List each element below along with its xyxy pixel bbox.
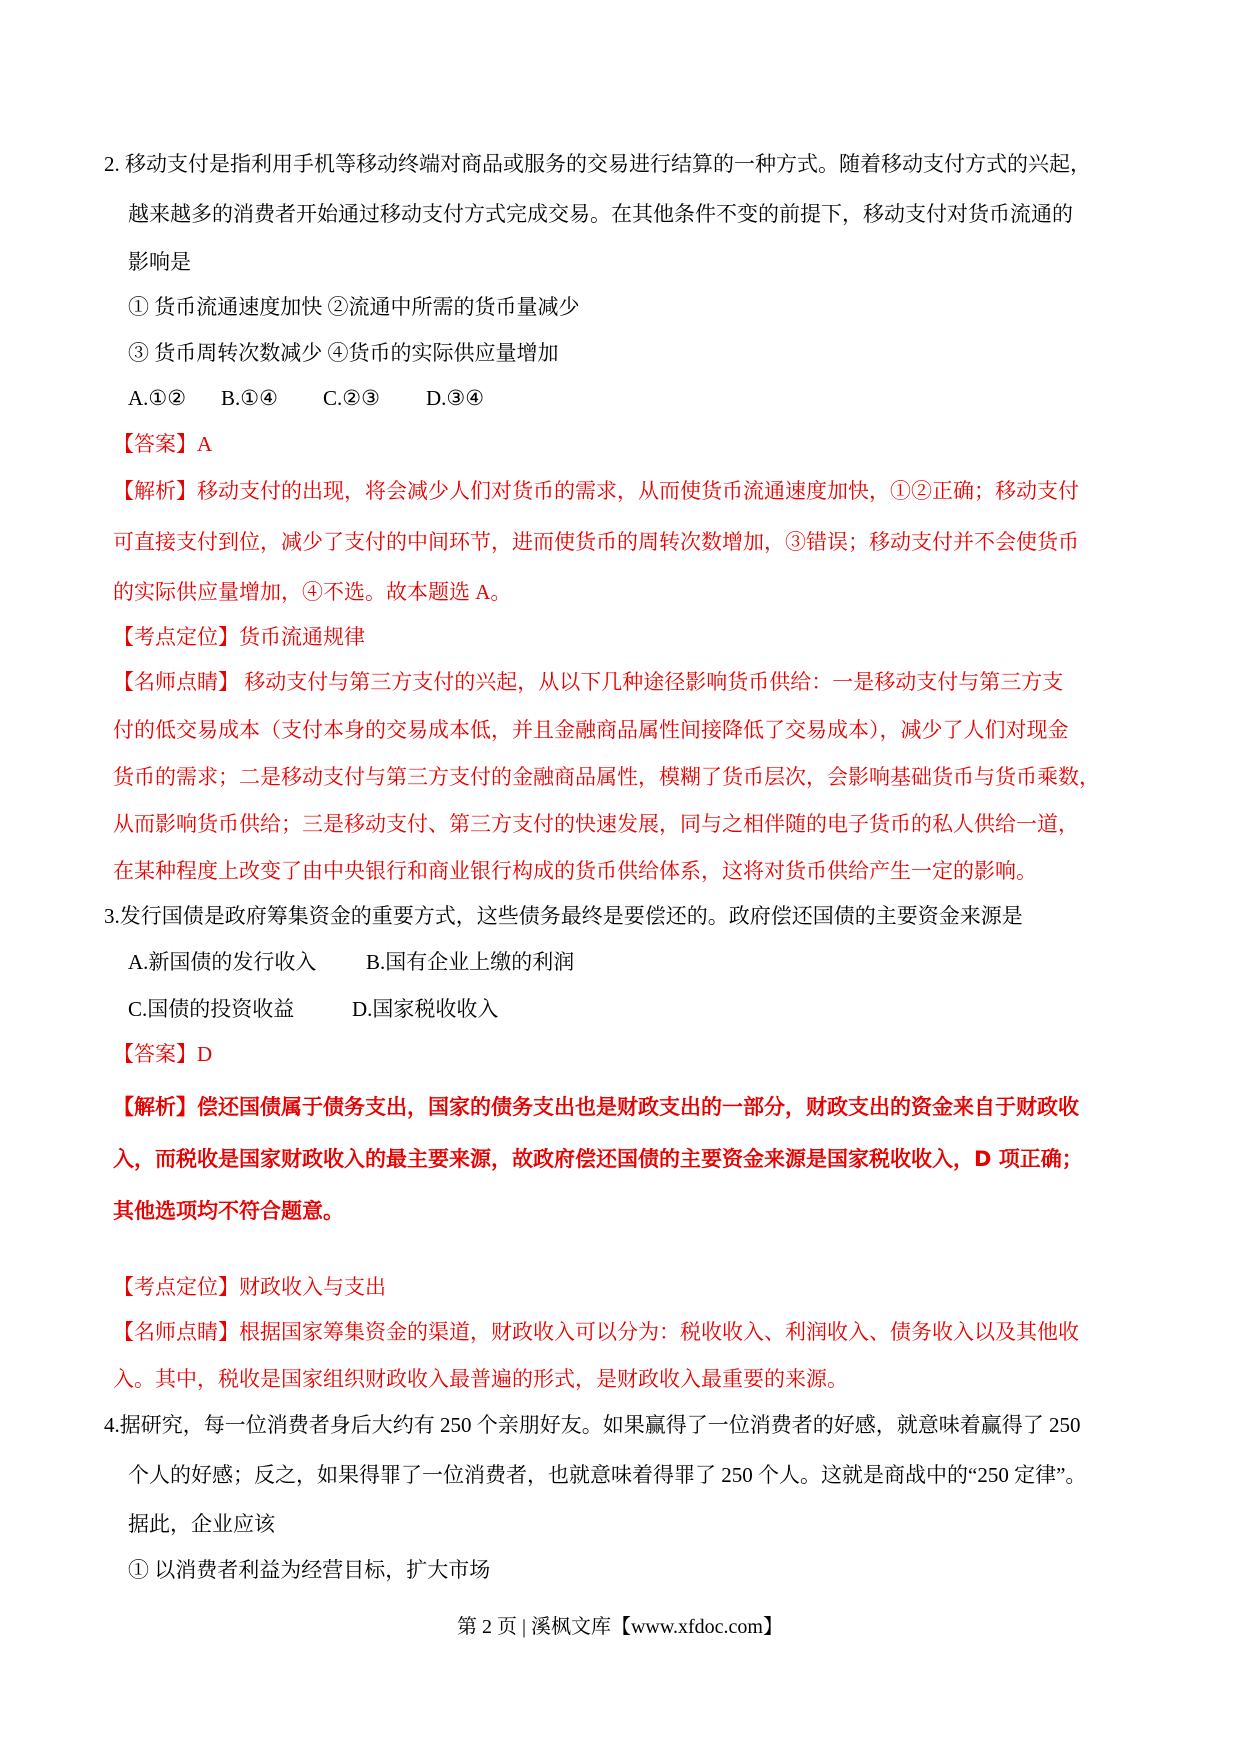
q2-tips-line-2: 付的低交易成本（支付本身的交易成本低，并且金融商品属性间接降低了交易成本），减少了人们对现金 (113, 718, 1069, 742)
q2-analysis-line-2: 可直接支付到位，减少了支付的中间环节，进而使货币的周转次数增加，③错误；移动支付并不会使货币 (113, 530, 1079, 554)
q2-stem-line-3: 影响是 (128, 250, 191, 274)
q2-point: 【考点定位】货币流通规律 (113, 625, 365, 649)
page-footer: 第 2 页 | 溪枫文库【www.xfdoc.com】 (456, 1616, 783, 1638)
q3-analysis-line-2: 入，而税收是国家财政收入的最主要来源，故政府偿还国债的主要资金来源是国家税收收入，D 项正确； (113, 1147, 1083, 1171)
q3-option-c: C.国债的投资收益 (128, 997, 295, 1021)
q2-option-d: D.③④ (426, 386, 485, 410)
q2-item-line-2: ③ 货币周转次数减少 ④货币的实际供应量增加 (128, 341, 559, 365)
q3-answer: 【答案】D (113, 1042, 213, 1066)
q2-option-c: C.②③ (323, 386, 380, 410)
q4-stem-line-2: 个人的好感；反之，如果得罪了一位消费者，也就意味着得罪了 250 个人。这就是商战中的“250 定律”。 (128, 1463, 1087, 1487)
q2-options (128, 384, 484, 412)
q3-analysis-line-1: 【解析】偿还国债属于债务支出，国家的债务支出也是财政支出的一部分，财政支出的资金来自于财政收 (113, 1095, 1079, 1119)
q2-analysis-line-1: 【解析】移动支付的出现，将会减少人们对货币的需求，从而使货币流通速度加快，①②正确；移动支付 (113, 479, 1079, 503)
q3-tips-line-2: 入。其中，税收是国家组织财政收入最普遍的形式，是财政收入最重要的来源。 (113, 1367, 848, 1391)
q2-item-line-1: ① 货币流通速度加快 ②流通中所需的货币量减少 (128, 295, 580, 319)
q2-stem-line-1: 2. 移动支付是指利用手机等移动终端对商品或服务的交易进行结算的一种方式。随着移动支付方式的兴起， (104, 152, 1091, 176)
q3-option-a: A.新国债的发行收入 (128, 950, 317, 974)
q2-answer: 【答案】A (113, 432, 213, 456)
q2-option-a: A.①② (128, 386, 187, 410)
q3-option-b: B.国有企业上缴的利润 (366, 950, 575, 974)
q3-options-row-1 (128, 948, 574, 976)
q2-tips-line-1: 【名师点睛】 移动支付与第三方支付的兴起，从以下几种途径影响货币供给：一是移动支付与第三方支 (113, 670, 1064, 694)
q4-item-line-1: ① 以消费者利益为经营目标，扩大市场 (128, 1558, 491, 1582)
q3-option-d: D.国家税收收入 (352, 997, 499, 1021)
q3-options-row-2 (128, 995, 498, 1023)
q3-tips-line-1: 【名师点睛】根据国家筹集资金的渠道，财政收入可以分为：税收收入、利润收入、债务收入以及其他收 (113, 1320, 1079, 1344)
q2-tips-line-4: 从而影响货币供给；三是移动支付、第三方支付的快速发展，同与之相伴随的电子货币的私人供给一道， (113, 812, 1079, 836)
q3-analysis-line-3: 其他选项均不符合题意。 (113, 1199, 344, 1223)
q3-point: 【考点定位】财政收入与支出 (113, 1275, 386, 1299)
q2-option-b: B.①④ (221, 386, 278, 410)
q2-tips-line-3: 货币的需求；二是移动支付与第三方支付的金融商品属性，模糊了货币层次，会影响基础货币与货币乘数， (113, 765, 1100, 789)
q4-stem-line-3: 据此，企业应该 (128, 1512, 275, 1536)
q2-tips-line-5: 在某种程度上改变了由中央银行和商业银行构成的货币供给体系，这将对货币供给产生一定的影响。 (113, 859, 1037, 883)
q4-stem-line-1: 4.据研究，每一位消费者身后大约有 250 个亲朋好友。如果赢得了一位消费者的好感，就意味着赢得了 250 (104, 1413, 1081, 1437)
q2-analysis-line-3: 的实际供应量增加，④不选。故本题选 A。 (113, 580, 512, 604)
q2-stem-line-2: 越来越多的消费者开始通过移动支付方式完成交易。在其他条件不变的前提下，移动支付对货币流通的 (128, 202, 1073, 226)
q3-stem: 3.发行国债是政府筹集资金的重要方式，这些债务最终是要偿还的。政府偿还国债的主要资金来源是 (104, 904, 1023, 928)
